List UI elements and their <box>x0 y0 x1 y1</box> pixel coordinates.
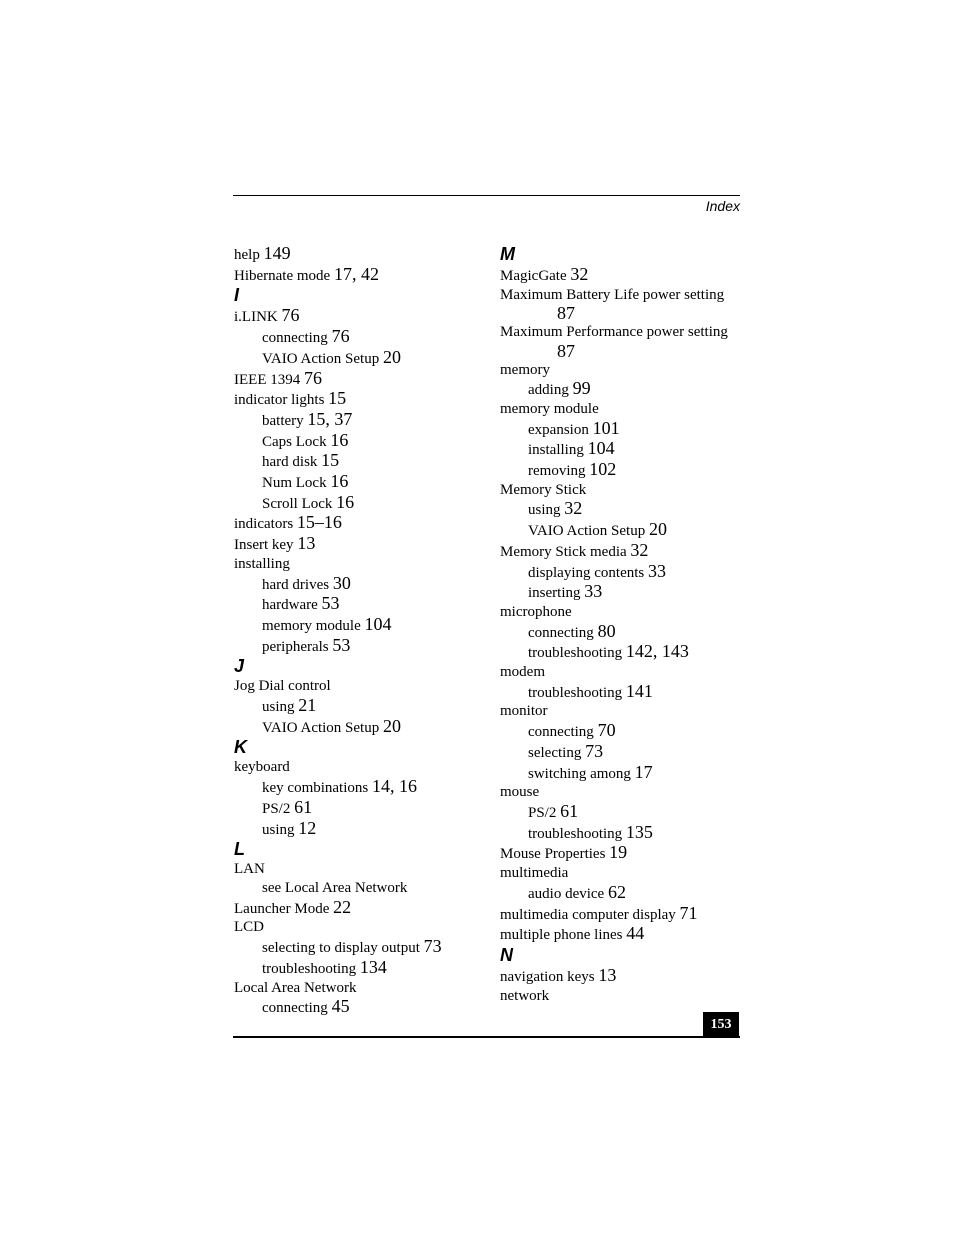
index-term: Local Area Network <box>234 979 357 996</box>
index-subentry <box>500 439 745 460</box>
index-subentry <box>500 499 745 520</box>
page-reference: 33 <box>584 581 603 602</box>
index-entry <box>500 702 745 721</box>
index-term: i.LINK <box>234 309 278 326</box>
index-subentry <box>500 520 745 541</box>
index-subentry <box>500 682 745 703</box>
index-entry <box>500 966 745 987</box>
index-entry <box>234 513 484 534</box>
page-reference: 53 <box>321 593 340 614</box>
index-entry <box>234 860 484 879</box>
index-term: monitor <box>500 703 548 720</box>
page-reference: 76 <box>331 326 350 347</box>
index-subentry <box>500 742 745 763</box>
index-subentry <box>500 721 745 742</box>
index-subentry <box>234 451 484 472</box>
index-entry <box>234 265 484 286</box>
index-entry <box>234 369 484 390</box>
index-subentry <box>234 819 484 840</box>
index-letter-heading: I <box>234 285 240 306</box>
index-entry <box>234 758 484 777</box>
page-reference: 61 <box>294 796 313 817</box>
index-term: VAIO Action Setup <box>262 719 380 736</box>
page-reference: 32 <box>564 498 583 519</box>
page-reference: 15 <box>328 388 347 409</box>
page-reference: 149 <box>263 243 291 263</box>
page-reference: 102 <box>589 459 617 480</box>
index-entry <box>234 979 484 998</box>
index-term: VAIO Action Setup <box>528 523 646 540</box>
page-reference: 44 <box>626 923 645 944</box>
index-letter-heading: N <box>500 944 513 965</box>
page-reference: 101 <box>592 417 620 438</box>
page-number: 153 <box>703 1012 739 1037</box>
index-subentry <box>500 763 745 784</box>
index-term: Memory Stick <box>500 481 587 498</box>
index-subentry <box>234 615 484 636</box>
index-subentry <box>500 622 745 643</box>
index-term: multimedia computer display <box>500 906 676 923</box>
index-term: network <box>500 987 550 1004</box>
index-entry <box>500 361 745 380</box>
index-term: Num Lock <box>262 475 327 492</box>
index-term: modem <box>500 664 545 681</box>
page-reference: 99 <box>572 378 591 399</box>
index-term: MagicGate <box>500 268 567 284</box>
index-subentry <box>234 431 484 452</box>
page-reference: 80 <box>597 620 616 641</box>
page-reference: 16 <box>330 471 349 492</box>
page-reference: 20 <box>382 346 401 367</box>
index-term: displaying contents <box>528 564 645 581</box>
page-reference: 61 <box>560 800 579 821</box>
page-reference: 45 <box>331 996 350 1017</box>
page-reference: 13 <box>297 533 316 554</box>
page-reference: 14, 16 <box>371 776 417 797</box>
page-reference: 30 <box>332 572 351 593</box>
page-reference: 104 <box>364 613 392 634</box>
index-term: Mouse Properties <box>500 846 606 863</box>
index-term: navigation keys <box>500 968 595 985</box>
index-entry <box>234 534 484 555</box>
index-entry <box>234 389 484 410</box>
index-subentry <box>234 997 484 1018</box>
index-term: VAIO Action Setup <box>262 350 380 367</box>
index-subentry <box>234 410 484 431</box>
page-reference: 134 <box>359 956 387 977</box>
index-entry <box>234 306 484 327</box>
page-reference: 21 <box>298 695 317 716</box>
index-subentry <box>234 717 484 738</box>
page-reference: 22 <box>333 896 352 917</box>
page-reference: 32 <box>570 264 589 284</box>
index-entry <box>500 843 745 864</box>
index-term: Insert key <box>234 537 294 554</box>
index-term: PS/2 <box>528 804 557 821</box>
index-term: connecting <box>528 624 594 641</box>
index-subentry <box>500 642 745 663</box>
index-term: installing <box>528 442 584 459</box>
index-entry <box>500 663 745 682</box>
index-term: removing <box>528 463 586 480</box>
index-subentry <box>500 582 745 603</box>
index-entry <box>234 918 484 937</box>
index-term: keyboard <box>234 759 290 776</box>
index-subentry <box>234 348 484 369</box>
page-reference: 19 <box>609 842 628 863</box>
index-term: audio device <box>528 885 605 902</box>
index-entry <box>234 555 484 574</box>
index-subentry <box>234 879 484 898</box>
page-reference: 141 <box>625 680 653 701</box>
index-subentry <box>234 696 484 717</box>
page-reference: 142, 143 <box>625 641 689 662</box>
index-term: adding <box>528 382 569 399</box>
index-term: LAN <box>234 861 265 878</box>
index-term: using <box>262 699 295 716</box>
index-term: microphone <box>500 603 572 620</box>
index-entry <box>234 898 484 919</box>
index-subentry <box>234 594 484 615</box>
index-subentry <box>234 493 484 514</box>
index-term: expansion <box>528 421 589 438</box>
page-reference: 17, 42 <box>333 263 379 284</box>
index-column-left <box>234 244 484 1018</box>
index-term: multiple phone lines <box>500 927 623 944</box>
index-letter-heading: M <box>500 244 515 264</box>
index-subentry <box>500 883 745 904</box>
index-term: connecting <box>262 1000 328 1017</box>
page-reference: 104 <box>587 438 615 459</box>
page-reference: 15, 37 <box>307 408 353 429</box>
index-letter-heading: K <box>234 737 247 758</box>
page-reference: 71 <box>679 902 698 923</box>
index-term: Caps Lock <box>262 433 327 450</box>
index-subentry <box>234 777 484 798</box>
page-reference: 87 <box>557 340 575 361</box>
index-entry <box>500 541 745 562</box>
index-term: hard drives <box>262 576 330 593</box>
index-entry <box>234 677 484 696</box>
running-header: Index <box>705 198 740 214</box>
index-term: see Local Area Network <box>262 879 408 896</box>
index-subentry <box>500 379 745 400</box>
index-entry <box>500 864 745 883</box>
index-term: indicator lights <box>234 392 325 409</box>
index-term: using <box>262 821 295 838</box>
page-reference: 15–16 <box>296 512 342 533</box>
index-term: memory module <box>262 617 361 634</box>
index-term: Launcher Mode <box>234 900 330 917</box>
index-letter-heading: J <box>234 656 245 677</box>
page-reference: 53 <box>332 634 351 655</box>
index-term: memory module <box>500 400 599 417</box>
index-entry <box>500 323 745 360</box>
index-entry <box>500 987 745 1006</box>
index-term: battery <box>262 412 304 429</box>
index-column-right <box>500 244 745 1005</box>
index-term: indicators <box>234 516 294 533</box>
index-entry <box>500 400 745 419</box>
index-term: peripherals <box>262 638 329 655</box>
index-subentry <box>234 636 484 657</box>
index-term: connecting <box>528 724 594 741</box>
index-term: hardware <box>262 597 318 614</box>
page-reference: 87 <box>557 303 575 324</box>
index-subentry <box>500 562 745 583</box>
index-term: troubleshooting <box>528 684 623 701</box>
index-term: Maximum Performance power setting <box>500 324 728 341</box>
index-subentry <box>234 327 484 348</box>
index-term: troubleshooting <box>528 825 623 842</box>
index-subentry <box>234 472 484 493</box>
index-term: PS/2 <box>262 800 291 817</box>
index-term: LCD <box>234 919 264 936</box>
index-entry <box>500 481 745 500</box>
index-term: selecting <box>528 744 582 761</box>
index-term: mouse <box>500 784 540 801</box>
index-term: inserting <box>528 585 581 602</box>
index-term: Jog Dial control <box>234 678 331 695</box>
page-reference: 12 <box>298 817 317 838</box>
page-reference: 20 <box>382 715 401 736</box>
index-term: Scroll Lock <box>262 495 333 512</box>
index-entry <box>500 904 745 925</box>
index-subentry <box>234 937 484 958</box>
index-entry <box>500 265 745 286</box>
index-subentry <box>500 802 745 823</box>
index-subentry <box>234 574 484 595</box>
index-letter-heading: L <box>234 839 245 860</box>
index-term: memory <box>500 361 550 378</box>
header-rule <box>233 195 740 196</box>
index-term: connecting <box>262 330 328 347</box>
page-reference: 70 <box>597 720 616 741</box>
page-reference: 32 <box>630 539 649 560</box>
index-term: Hibernate mode <box>234 267 331 284</box>
page-reference: 13 <box>598 964 617 985</box>
index-term: IEEE 1394 <box>234 371 301 388</box>
index-entry <box>500 783 745 802</box>
index-subentry <box>500 419 745 440</box>
index-entry <box>500 286 745 323</box>
index-term: multimedia <box>500 865 569 882</box>
index-subentry <box>234 958 484 979</box>
page-reference: 135 <box>625 821 653 842</box>
index-term: using <box>528 502 561 519</box>
page-reference: 17 <box>634 761 653 782</box>
index-term: troubleshooting <box>528 645 623 662</box>
index-term: switching among <box>528 765 631 782</box>
index-entry <box>500 603 745 622</box>
index-term: selecting to display output <box>262 940 420 957</box>
index-term: Maximum Battery Life power setting <box>500 286 725 303</box>
page-reference: 62 <box>607 881 626 902</box>
page-reference: 33 <box>648 560 666 581</box>
page-reference: 16 <box>330 429 349 450</box>
index-subentry <box>234 798 484 819</box>
index-term: troubleshooting <box>262 960 357 977</box>
index-entry <box>500 924 745 945</box>
index-entry <box>234 244 484 265</box>
page-reference: 20 <box>648 519 667 540</box>
index-term: Memory Stick media <box>500 543 627 560</box>
index-term: key combinations <box>262 780 369 797</box>
index-term: hard disk <box>262 454 318 471</box>
footer-rule <box>233 1036 740 1038</box>
page-reference: 73 <box>585 740 604 761</box>
page-reference: 15 <box>321 450 340 471</box>
page-reference: 73 <box>423 936 442 957</box>
page-reference: 76 <box>281 305 300 326</box>
index-term: help <box>234 247 260 263</box>
index-subentry <box>500 460 745 481</box>
page-reference: 76 <box>303 367 322 388</box>
index-term: installing <box>234 555 290 572</box>
page-reference: 16 <box>336 491 355 512</box>
index-subentry <box>500 823 745 844</box>
